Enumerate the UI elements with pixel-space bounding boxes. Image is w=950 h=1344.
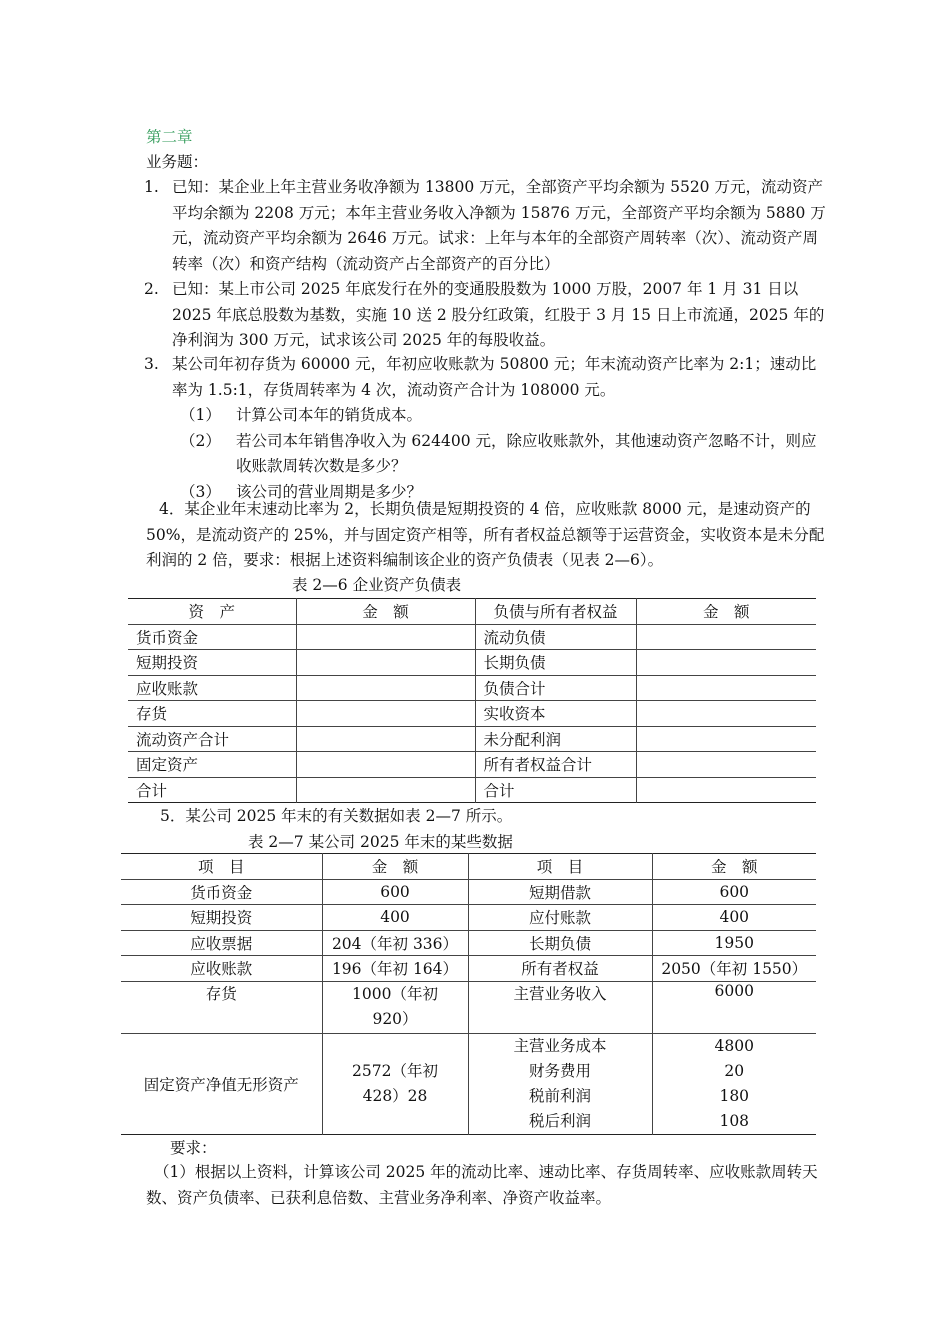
requirement-item: （1）根据以上资料，计算该公司 2025 年的流动比率、速动比率、存货周转率、应收账款周转天数、资产负债率、已获利息倍数、主营业务净利率、净资产收益率。 <box>146 1163 818 1207</box>
chapter-title: 第二章 <box>146 128 193 146</box>
table-row <box>128 650 816 676</box>
table-cell: 所有者权益 <box>468 956 652 982</box>
table-header-row <box>121 854 816 880</box>
table-cell: 应收账款 <box>128 675 296 701</box>
table-row <box>128 701 816 727</box>
table-cell: 应收账款 <box>121 956 322 982</box>
cell-line: 2572（年初 <box>352 1061 438 1080</box>
question-5: 5．某公司 2025 年末的有关数据如表 2—7 所示。 <box>160 807 513 825</box>
table-caption: 表 2—7 某公司 2025 年末的某些数据 <box>248 833 513 851</box>
table-cell <box>636 701 816 727</box>
table-cell <box>636 675 816 701</box>
table-cell <box>636 777 816 803</box>
table-cell: 1950 <box>652 930 816 956</box>
sub-question-list <box>146 403 826 505</box>
column-header: 项 目 <box>468 854 652 880</box>
table-cell: 应付账款 <box>468 905 652 931</box>
column-header: 项 目 <box>121 854 322 880</box>
question-number: 1. <box>144 178 159 196</box>
table-cell: 196（年初 164） <box>322 956 468 982</box>
cell-line: 1000（年初 <box>352 984 438 1003</box>
table-cell: 固定资产 <box>128 752 296 778</box>
table-cell: 应收票据 <box>121 930 322 956</box>
requirement-text <box>146 1160 826 1211</box>
table-cell: 未分配利润 <box>475 726 636 752</box>
table-row <box>128 624 816 650</box>
table-cell: 短期投资 <box>121 905 322 931</box>
column-header: 负债与所有者权益 <box>475 599 636 625</box>
table-row-inventory <box>121 981 816 1033</box>
cell-line: 20 <box>724 1061 745 1080</box>
table-cell: 长期负债 <box>468 930 652 956</box>
table-cell <box>296 777 475 803</box>
table-cell <box>636 752 816 778</box>
table-cell: 固定资产净值无形资产 <box>121 1033 322 1134</box>
table-cell: 流动负债 <box>475 624 636 650</box>
table-row <box>128 777 816 803</box>
table-cell <box>296 726 475 752</box>
cell-line: 税后利润 <box>528 1111 591 1130</box>
table-cell: 主营业务收入 <box>468 981 652 1033</box>
question-4 <box>146 497 826 574</box>
table-cell: 货币资金 <box>121 879 322 905</box>
sub-question <box>180 429 826 480</box>
table-cell <box>296 650 475 676</box>
table-header-row <box>128 599 816 625</box>
table-cell <box>296 701 475 727</box>
table-cell <box>636 650 816 676</box>
column-header: 金 额 <box>296 599 475 625</box>
table-cell: 短期借款 <box>468 879 652 905</box>
table-row <box>121 956 816 982</box>
table-cell: 合计 <box>475 777 636 803</box>
table-cell: 600 <box>322 879 468 905</box>
table-cell: 2050（年初 1550） <box>652 956 816 982</box>
table-cell: 货币资金 <box>128 624 296 650</box>
table-row <box>128 726 816 752</box>
table-cell: 所有者权益合计 <box>475 752 636 778</box>
cell-line: 4800 <box>714 1036 754 1055</box>
table-cell <box>322 981 468 1033</box>
table-cell: 实收资本 <box>475 701 636 727</box>
table-cell: 204（年初 336） <box>322 930 468 956</box>
table-caption: 表 2—6 企业资产负债表 <box>292 576 462 594</box>
question-text: 4．某企业年末速动比率为 2，长期负债是短期投资的 4 倍，应收账款 8000 元，是速动资产的 50%，是流动资产的 25%，并与固定资产相等，所有者权益总额等于运营资金，实收资本是未分配利润的 2 倍，要求：根据上述资料编制该企业的资产负债表（见表 2—6）。 <box>146 500 825 569</box>
table-cell: 400 <box>322 905 468 931</box>
cell-line: 财务费用 <box>528 1061 591 1080</box>
cell-line: 108 <box>719 1111 750 1130</box>
question-number: 2. <box>144 280 159 298</box>
sub-question-text: 计算公司本年的销货成本。 <box>236 406 423 424</box>
table-row <box>121 905 816 931</box>
sub-question <box>180 403 826 429</box>
table-cell <box>636 624 816 650</box>
table-cell: 存货 <box>121 981 322 1033</box>
table-cell: 400 <box>652 905 816 931</box>
table-cell: 负债合计 <box>475 675 636 701</box>
table-cell: 流动资产合计 <box>128 726 296 752</box>
table-cell: 短期投资 <box>128 650 296 676</box>
sub-question-text: 该公司的营业周期是多少？ <box>236 482 423 501</box>
question-text: 已知：某上市公司 2025 年底发行在外的变通股股数为 1000 万股，2007 年 1 月 31 日以 2025 年底总股数为基数，实施 10 送 2 股分红政策，红股于 3 月 15 日上市流通，2025 年的净利润为 300 万元，试求该公司 2025 年的每股收益。 <box>172 280 825 349</box>
table-cell <box>296 624 475 650</box>
cell-line: 主营业务成本 <box>513 1036 607 1055</box>
column-header: 金 额 <box>322 854 468 880</box>
table-row-fixed-assets <box>121 1033 816 1134</box>
table-cell <box>652 1033 816 1134</box>
cell-line: 920） <box>372 1009 418 1028</box>
table-cell: 600 <box>652 879 816 905</box>
table-cell <box>636 726 816 752</box>
balance-sheet-table <box>128 598 816 803</box>
question-3 <box>146 352 826 505</box>
table-cell <box>296 752 475 778</box>
table-row <box>121 930 816 956</box>
column-header: 金 额 <box>636 599 816 625</box>
question-text: 已知：某企业上年主营业务收净额为 13800 万元，全部资产平均余额为 5520 万元，流动资产平均余额为 2208 万元；本年主营业务收入净额为 15876 万元，全部资产平均余额为 5880 万元，流动资产平均余额为 2646 万元。试求：上年与本年的全部资产周转率（次）、流动资产周转率（次）和资产结构（流动资产占全部资产的百分比） <box>172 178 826 273</box>
table-cell <box>468 1033 652 1134</box>
table-cell: 合计 <box>128 777 296 803</box>
question-text: 某公司年初存货为 60000 元，年初应收账款为 50800 元；年末流动资产比率为 2:1；速动比率为 1.5:1，存货周转率为 4 次，流动资产合计为 108000 元。 <box>172 355 817 399</box>
table-cell: 长期负债 <box>475 650 636 676</box>
table-cell: 存货 <box>128 701 296 727</box>
question-2 <box>146 277 826 354</box>
section-subtitle: 业务题： <box>146 153 209 171</box>
table-cell <box>322 1033 468 1134</box>
column-header: 资 产 <box>128 599 296 625</box>
table-row <box>128 752 816 778</box>
question-1 <box>146 175 826 277</box>
table-row <box>128 675 816 701</box>
cell-line: 180 <box>719 1086 750 1105</box>
sub-question-text: 若公司本年销售净收入为 624400 元，除应收账款外，其他速动资产忽略不计，则应收账款周转次数是多少？ <box>236 431 817 475</box>
sub-question-number: （1） <box>180 406 221 424</box>
table-row <box>121 879 816 905</box>
cell-line: 428）28 <box>362 1086 428 1105</box>
sub-question-number: （3） <box>180 482 221 501</box>
table-cell <box>296 675 475 701</box>
column-header: 金 额 <box>652 854 816 880</box>
company-data-table <box>121 853 816 1135</box>
question-number: 3. <box>144 355 159 373</box>
sub-question-number: （2） <box>180 431 221 450</box>
requirement-label: 要求： <box>170 1139 217 1157</box>
cell-line: 税前利润 <box>528 1086 591 1105</box>
table-cell: 6000 <box>652 981 816 1033</box>
